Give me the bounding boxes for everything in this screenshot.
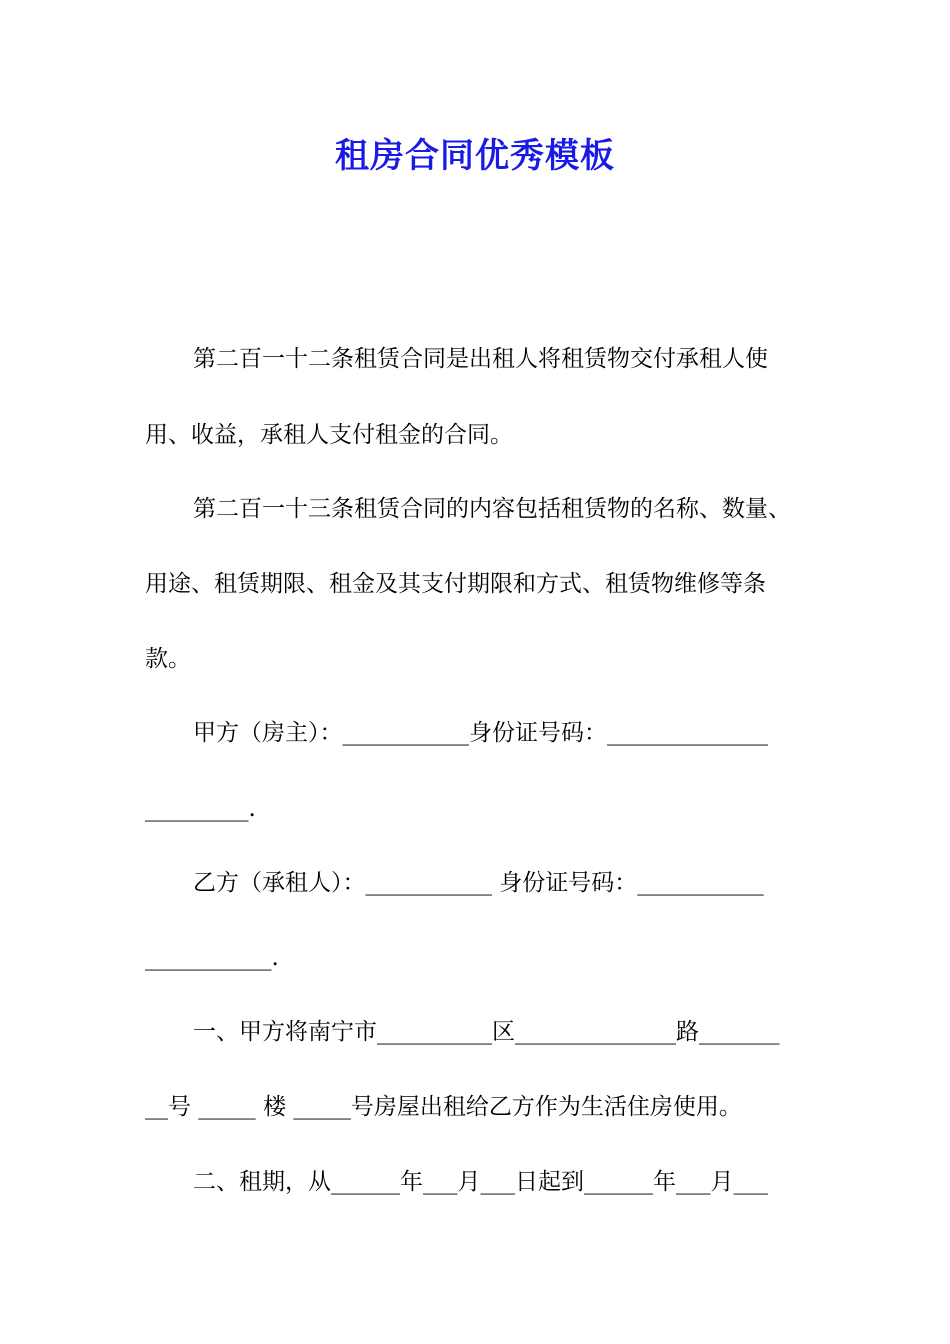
clause-two-line: 二、租期，从______年___月___日起到______年___月___	[193, 1169, 768, 1195]
clause-one-continuation: __号 _____ 楼 _____号房屋出租给乙方作为生活住房使用。	[145, 1094, 742, 1120]
document-title: 租房合同优秀模板	[335, 136, 615, 176]
party-a-id-continuation: _________.	[145, 796, 256, 822]
paragraph-line: 第二百一十三条租赁合同的内容包括租赁物的名称、数量、	[193, 496, 791, 522]
party-b-line: 乙方（承租人）：___________ 身份证号码：___________	[193, 870, 764, 896]
paragraph-line: 款。	[145, 646, 191, 672]
paragraph-line: 第二百一十二条租赁合同是出租人将租赁物交付承租人使	[193, 346, 768, 372]
paragraph-line: 用途、租赁期限、租金及其支付期限和方式、租赁物维修等条	[145, 571, 766, 597]
party-b-id-continuation: ___________.	[145, 945, 279, 971]
paragraph-line: 用、收益，承租人支付租金的合同。	[145, 422, 513, 448]
clause-one-line: 一、甲方将南宁市__________区______________路_______	[193, 1019, 780, 1045]
party-a-line: 甲方（房主）：___________身份证号码：______________	[193, 720, 768, 746]
